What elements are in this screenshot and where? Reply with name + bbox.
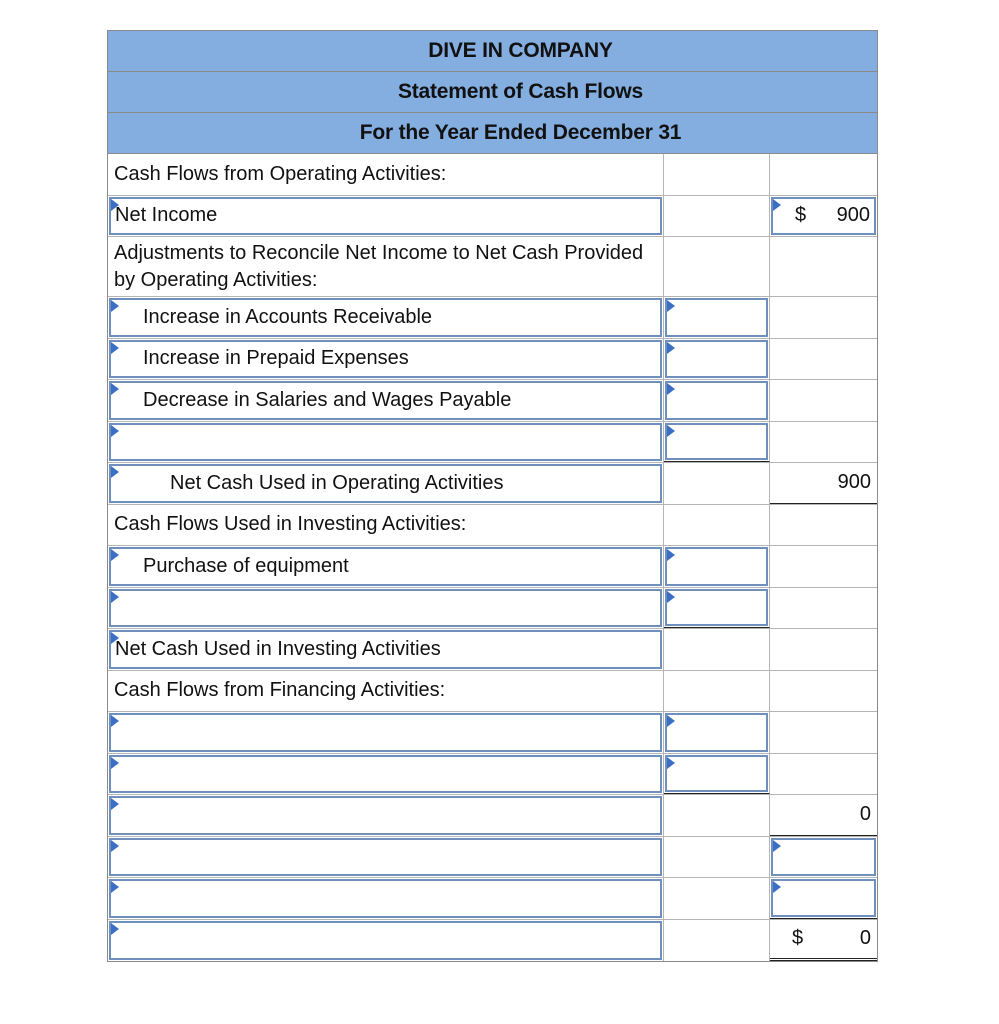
adjustment-amount-input[interactable] [665,423,768,461]
investing-heading: Cash Flows Used in Investing Activities: [114,513,467,536]
net-change-value-input[interactable] [771,838,876,877]
period-header [108,113,877,154]
investing-label: Purchase of equipment [143,554,349,577]
adjustments-heading-row [108,237,877,297]
financing-total-label-input[interactable] [109,796,662,835]
cash-flow-statement [107,30,878,962]
financing-amount-input[interactable] [665,713,768,752]
dropdown-marker-icon [111,715,119,727]
adjustment-label: Increase in Prepaid Expenses [143,347,409,370]
net-income-value-input[interactable] [771,197,876,236]
dropdown-marker-icon [111,632,119,644]
ending-cash-row [108,920,877,962]
operating-total-label: Net Cash Used in Operating Activities [170,471,504,494]
financing-heading-row [108,671,877,713]
dropdown-marker-icon [111,923,119,935]
investing-item-row [108,546,877,588]
investing-total-row [108,629,877,671]
dropdown-marker-icon [667,425,675,437]
adjustment-row [108,422,877,464]
dropdown-marker-icon [111,199,119,211]
adjustment-label-input[interactable] [109,381,662,420]
dropdown-marker-icon [773,881,781,893]
dollar-sign: $ [792,927,804,950]
investing-item-row [108,588,877,630]
adjustment-amount-input[interactable] [665,340,768,379]
dropdown-marker-icon [667,383,675,395]
dropdown-marker-icon [667,591,675,603]
adjustments-heading: Adjustments to Reconcile Net Income to Net Cash Provided by Operating Activities: [114,241,644,291]
beginning-cash-label-input[interactable] [109,879,662,918]
company-name-header [108,31,877,72]
statement-title-header [108,72,877,113]
adjustment-row [108,297,877,339]
financing-heading: Cash Flows from Financing Activities: [114,679,446,702]
operating-heading: Cash Flows from Operating Activities: [114,162,447,185]
investing-label-input[interactable] [109,589,662,628]
dropdown-marker-icon [111,798,119,810]
dropdown-marker-icon [111,757,119,769]
investing-amount-input[interactable] [665,547,768,586]
net-income-label-input[interactable] [109,197,662,236]
financing-item-row [108,712,877,754]
dropdown-marker-icon [111,591,119,603]
financing-label-input[interactable] [109,713,662,752]
dropdown-marker-icon [111,549,119,561]
adjustment-label: Increase in Accounts Receivable [143,305,433,328]
dropdown-marker-icon [111,425,119,437]
financing-total-row [108,795,877,837]
investing-total-label-input[interactable] [109,630,662,669]
adjustment-amount-input[interactable] [665,381,768,420]
net-change-label-input[interactable] [109,838,662,877]
dropdown-marker-icon [667,757,675,769]
company-name: DIVE IN COMPANY [428,39,613,62]
financing-total-value: 0 [859,803,871,826]
net-income-row [108,196,877,238]
net-income-label: Net Income [115,204,218,227]
adjustment-label-input[interactable] [109,423,662,462]
dropdown-marker-icon [111,383,119,395]
net-income-value: 900 [836,204,870,227]
adjustment-row [108,380,877,422]
operating-total-label-input[interactable] [109,464,662,503]
dropdown-marker-icon [111,840,119,852]
investing-amount-input[interactable] [665,589,768,627]
dollar-sign: $ [795,204,807,227]
adjustment-row [108,339,877,381]
operating-heading-row [108,154,877,196]
dropdown-marker-icon [111,466,119,478]
operating-total-row [108,463,877,505]
beginning-cash-value-input[interactable] [771,879,876,917]
dropdown-marker-icon [111,300,119,312]
dropdown-marker-icon [111,342,119,354]
dropdown-marker-icon [773,840,781,852]
adjustment-amount-input[interactable] [665,298,768,337]
investing-label-input[interactable] [109,547,662,586]
net-change-row [108,837,877,879]
investing-heading-row [108,505,877,547]
adjustment-label: Decrease in Salaries and Wages Payable [143,388,512,411]
ending-cash-label-input[interactable] [109,921,662,961]
adjustment-label-input[interactable] [109,340,662,379]
adjustment-label-input[interactable] [109,298,662,337]
beginning-cash-row [108,878,877,920]
operating-total-value: 900 [837,471,871,494]
dropdown-marker-icon [667,715,675,727]
dropdown-marker-icon [773,199,781,211]
ending-cash-value: 0 [859,927,871,950]
financing-amount-input[interactable] [665,755,768,793]
dropdown-marker-icon [667,549,675,561]
financing-label-input[interactable] [109,755,662,794]
investing-total-label: Net Cash Used in Investing Activities [115,637,441,660]
financing-item-row [108,754,877,796]
dropdown-marker-icon [111,881,119,893]
statement-title: Statement of Cash Flows [397,80,644,103]
statement-period: For the Year Ended December 31 [359,121,682,144]
dropdown-marker-icon [667,300,675,312]
dropdown-marker-icon [667,342,675,354]
